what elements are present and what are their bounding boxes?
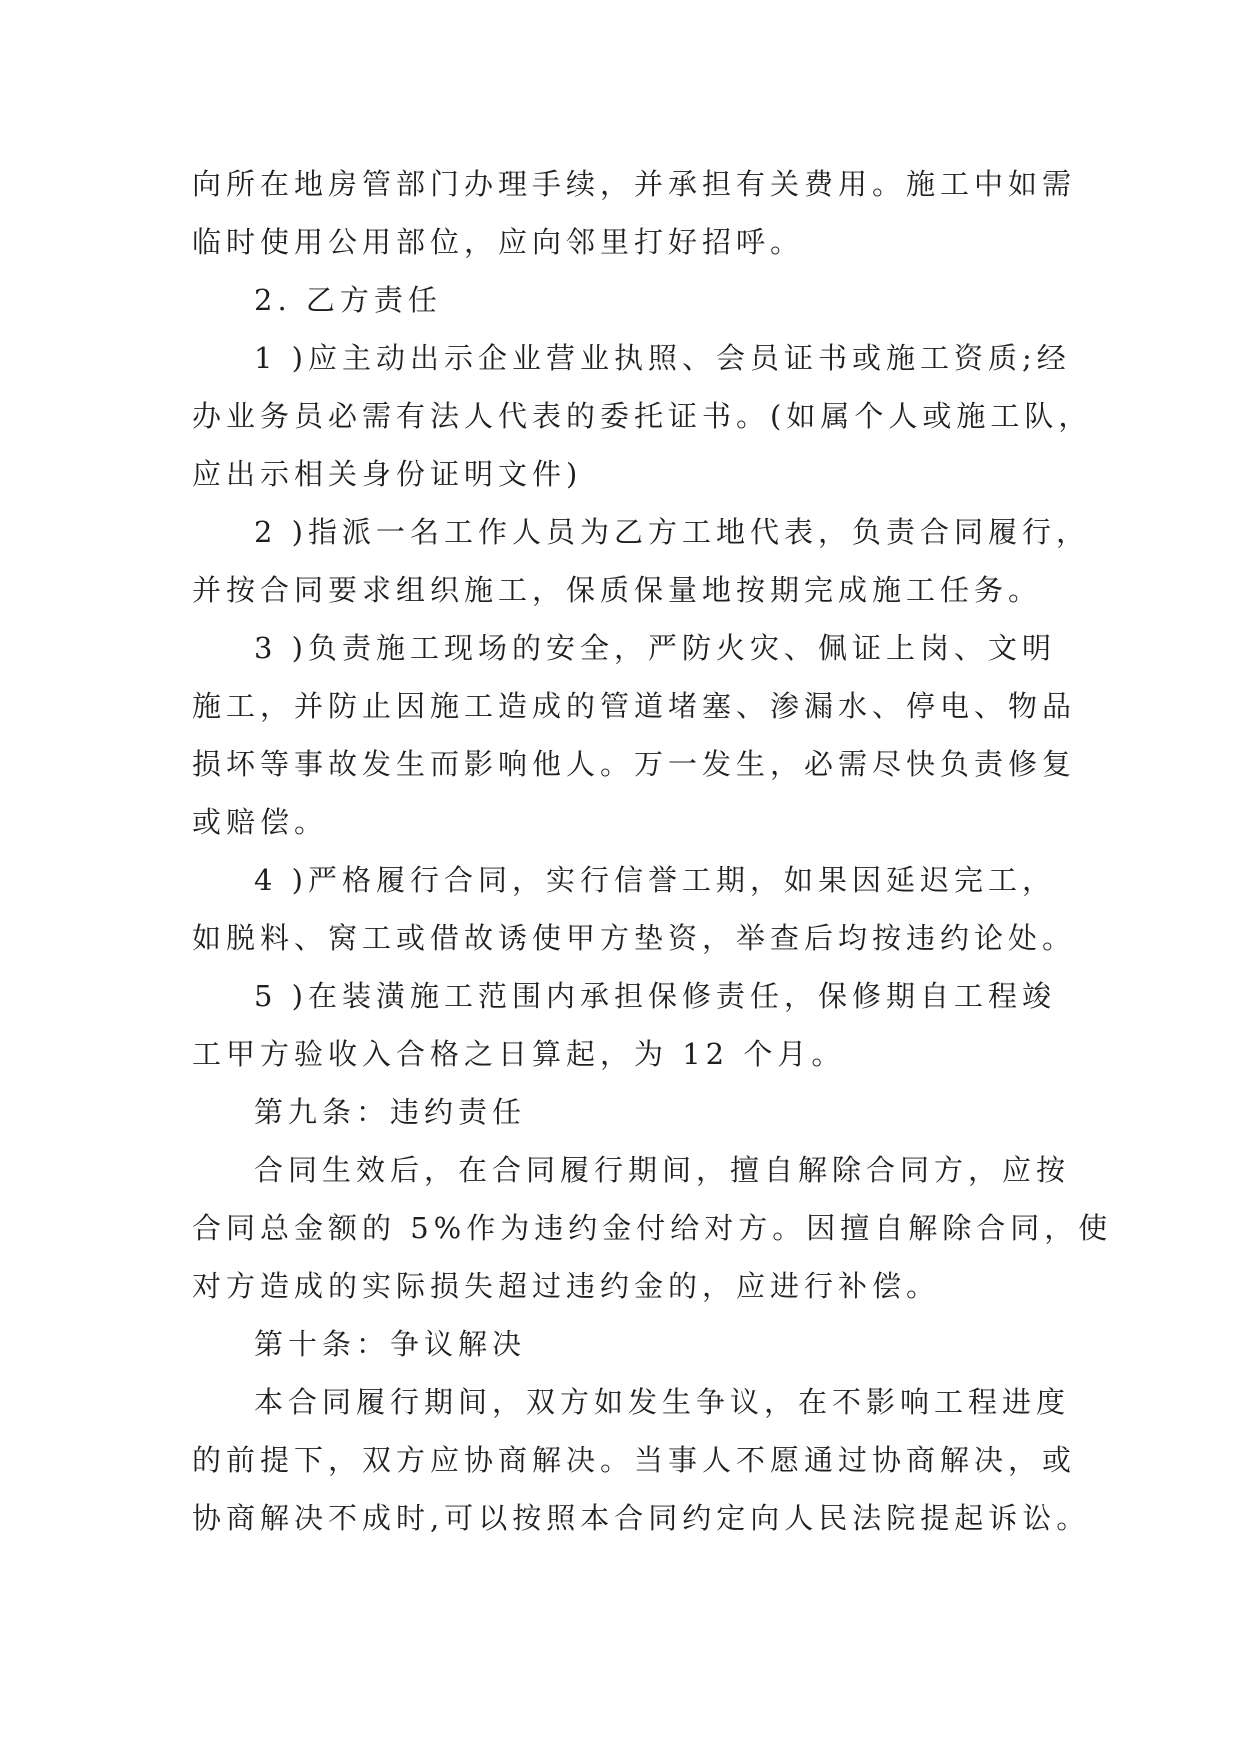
text-line: 并按合同要求组织施工，保质保量地按期完成施工任务。 xyxy=(192,573,1043,607)
section-heading-party-b: 2. 乙方责任 xyxy=(254,283,442,317)
document-body xyxy=(192,155,1113,1547)
text-line: 4 )严格履行合同，实行信誉工期，如果因延迟完工， xyxy=(254,863,1056,897)
text-line: 2 )指派一名工作人员为乙方工地代表，负责合同履行， xyxy=(254,515,1090,549)
text-line: 合同生效后，在合同履行期间，擅自解除合同方，应按 xyxy=(254,1153,1071,1187)
section-heading-article-10: 第十条：争议解决 xyxy=(254,1327,527,1361)
text-line: 应出示相关身份证明文件) xyxy=(192,457,583,491)
text-line: 工甲方验收入合格之日算起，为 12 个月。 xyxy=(192,1037,846,1071)
section-heading-article-9: 第九条：违约责任 xyxy=(254,1095,527,1129)
text-line: 施工，并防止因施工造成的管道堵塞、渗漏水、停电、物品 xyxy=(192,689,1077,723)
text-line: 办业务员必需有法人代表的委托证书。(如属个人或施工队， xyxy=(192,399,1093,433)
text-line: 5 )在装潢施工范围内承担保修责任，保修期自工程竣 xyxy=(254,979,1056,1013)
text-line: 本合同履行期间，双方如发生争议，在不影响工程进度 xyxy=(254,1385,1071,1419)
text-line: 合同总金额的 5%作为违约金付给对方。因擅自解除合同，使 xyxy=(192,1211,1113,1245)
text-line: 向所在地房管部门办理手续，并承担有关费用。施工中如需 xyxy=(192,167,1077,201)
text-line: 的前提下，双方应协商解决。当事人不愿通过协商解决，或 xyxy=(192,1443,1077,1477)
text-line: 损坏等事故发生而影响他人。万一发生，必需尽快负责修复 xyxy=(192,747,1077,781)
text-line: 1 )应主动出示企业营业执照、会员证书或施工资质;经 xyxy=(254,341,1071,375)
text-line: 或赔偿。 xyxy=(192,805,329,839)
text-line: 协商解决不成时,可以按照本合同约定向人民法院提起诉讼。 xyxy=(192,1501,1091,1535)
text-line: 3 )负责施工现场的安全，严防火灾、佩证上岗、文明 xyxy=(254,631,1056,665)
text-line: 临时使用公用部位，应向邻里打好招呼。 xyxy=(192,225,805,259)
text-line: 如脱料、窝工或借故诱使甲方垫资，举查后均按违约论处。 xyxy=(192,921,1077,955)
text-line: 对方造成的实际损失超过违约金的，应进行补偿。 xyxy=(192,1269,941,1303)
